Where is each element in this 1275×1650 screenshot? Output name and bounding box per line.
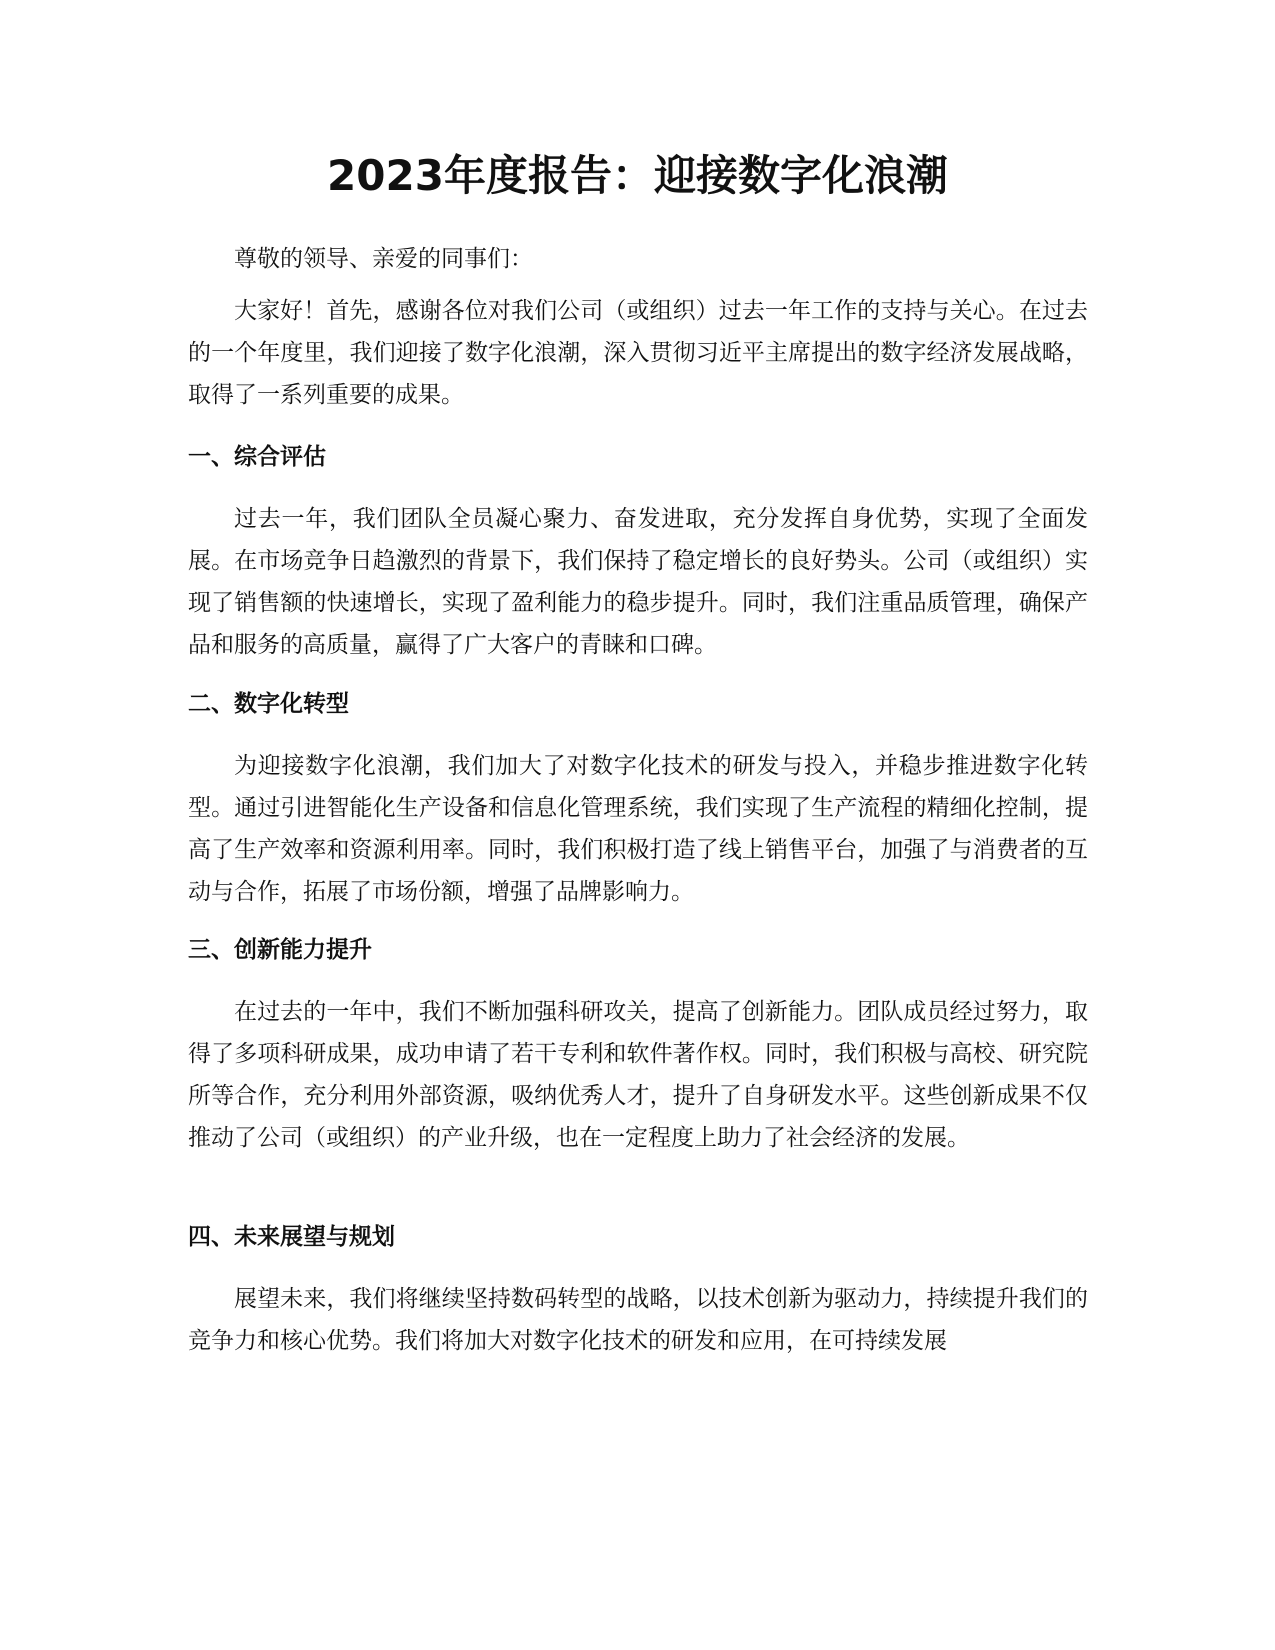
salutation: 尊敬的领导、亲爱的同事们： [234, 246, 533, 272]
section-heading-innovation: 三、创新能力提升 [188, 937, 372, 963]
section-body-innovation: 在过去的一年中，我们不断加强科研攻关，提高了创新能力。团队成员经过努力，取得了多项科研成果，成功申请了若干专利和软件著作权。同时，我们积极与高校、研究院所等合作，充分利用外部资源，吸纳优秀人才，提升了自身研发水平。这些创新成果不仅推动了公司（或组织）的产业升级，也在一定程度上助力了社会经济的发展。 [188, 999, 1088, 1151]
section-heading-digital-transformation: 二、数字化转型 [188, 691, 349, 717]
section-heading-outlook: 四、未来展望与规划 [188, 1224, 395, 1250]
section-body-outlook: 展望未来，我们将继续坚持数码转型的战略，以技术创新为驱动力，持续提升我们的竞争力和核心优势。我们将加大对数字化技术的研发和应用，在可持续发展 [188, 1286, 1088, 1354]
intro-paragraph: 大家好！首先，感谢各位对我们公司（或组织）过去一年工作的支持与关心。在过去的一个年度里，我们迎接了数字化浪潮，深入贯彻习近平主席提出的数字经济发展战略，取得了一系列重要的成果。 [188, 298, 1088, 408]
section-heading-assessment: 一、综合评估 [188, 444, 326, 470]
section-body-assessment: 过去一年，我们团队全员凝心聚力、奋发进取，充分发挥自身优势，实现了全面发展。在市场竞争日趋激烈的背景下，我们保持了稳定增长的良好势头。公司（或组织）实现了销售额的快速增长，实现了盈利能力的稳步提升。同时，我们注重品质管理，确保产品和服务的高质量，赢得了广大客户的青睐和口碑。 [188, 506, 1088, 658]
section-body-digital-transformation: 为迎接数字化浪潮，我们加大了对数字化技术的研发与投入，并稳步推进数字化转型。通过引进智能化生产设备和信息化管理系统，我们实现了生产流程的精细化控制，提高了生产效率和资源利用率。同时，我们积极打造了线上销售平台，加强了与消费者的互动与合作，拓展了市场份额，增强了品牌影响力。 [188, 753, 1088, 905]
document-title: 2023年度报告：迎接数字化浪潮 [327, 151, 948, 200]
